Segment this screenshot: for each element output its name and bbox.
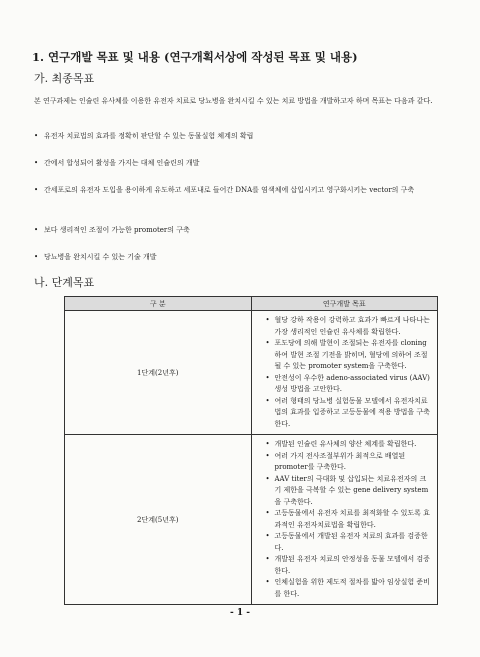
stage-goal-item: • 개발된 유전자 치료의 안정성을 동물 모델에서 검증한다. bbox=[266, 554, 432, 577]
final-goal-item: • 보다 생리적인 조절이 가능한 promoter의 구축 bbox=[34, 224, 452, 237]
stage-goal-item: • 개발된 인슐린 유사체의 양산 체계를 확립한다. bbox=[266, 439, 432, 451]
final-goal-intro: 본 연구과제는 인슐린 유사체를 이용한 유전자 치료로 당뇨병을 완치시킬 수 있는 치료 방법을 개발하고자 하며 목표는 다음과 같다. bbox=[34, 97, 433, 105]
table-header-row bbox=[65, 297, 438, 311]
table-row bbox=[65, 435, 438, 605]
stage-goal-table bbox=[64, 296, 438, 605]
header-stage: 구 분 bbox=[65, 297, 252, 311]
section-title: 1. 연구개발 목표 및 내용 (연구개획서상에 작성된 목표 및 내용) bbox=[32, 50, 358, 64]
stage-label: 2단계(5년후) bbox=[65, 435, 252, 605]
stage-goals bbox=[251, 435, 438, 605]
final-goal-item: • 간세포로의 유전자 도입을 용이하게 유도하고 세포내로 들어간 DNA를 염색체에 삽입시키고 영구화시키는 vector의 구축 bbox=[34, 184, 452, 197]
bullet-icon: • bbox=[34, 159, 39, 167]
stage-goal-item: • 안전성이 우수한 adeno-associated virus (AAV) 생성 방법을 고안한다. bbox=[266, 373, 432, 396]
table-row bbox=[65, 311, 438, 435]
final-goal-heading: 가. 최종목표 bbox=[34, 72, 95, 85]
header-goal: 연구개발 목표 bbox=[251, 297, 438, 311]
stage-goal-item: • 고등동물에서 유전자 치료를 최적화할 수 있도록 효과적인 유전자치료법을 확립한다. bbox=[266, 508, 432, 531]
stage-goal-item: • 고등동물에서 개발된 유전자 치료의 효과를 검증한다. bbox=[266, 531, 432, 554]
stage-goal-heading: 나. 단계목표 bbox=[34, 276, 95, 289]
final-goal-item: • 간에서 합성되어 활성을 가지는 대체 인슐린의 개발 bbox=[34, 157, 452, 170]
stage-goal-item: • 혈당 강하 작용이 강력하고 효과가 빠르게 나타나는 가장 생리적인 인슐린 유사체를 확립한다. bbox=[266, 315, 432, 338]
stage-goal-item: • AAV titer의 극대화 및 삽입되는 치료유전자의 크기 제한을 극복할 수 있는 gene delivery system을 구축한다. bbox=[266, 474, 432, 509]
bullet-icon: • bbox=[34, 186, 39, 194]
stage-goal-item: • 여러 가지 전사조절부위가 최적으로 배열된 promoter를 구축한다. bbox=[266, 451, 432, 474]
stage-goal-item: • 인체실험을 위한 제도적 절차를 밟아 임상실험 준비를 한다. bbox=[266, 577, 432, 600]
stage-goals bbox=[251, 311, 438, 435]
stage-goal-item: • 여러 형태의 당뇨병 실험동물 모델에서 유전자치료법의 효과를 입증하고 고등동물에 적용 방법을 구축한다. bbox=[266, 396, 432, 431]
stage-goal-item: • 포도당에 의해 발현이 조절되는 유전자를 cloning하여 발현 조절 기전을 밝히며, 혈당에 의하여 조절될 수 있는 promoter system을 구축한다. bbox=[266, 338, 432, 373]
page-number: - 1 - bbox=[230, 608, 250, 618]
bullet-icon: • bbox=[34, 253, 39, 261]
stage-label: 1단계(2년후) bbox=[65, 311, 252, 435]
bullet-icon: • bbox=[34, 132, 39, 140]
bullet-icon: • bbox=[34, 226, 39, 234]
final-goal-item: • 유전자 치료법의 효과를 정확히 판단할 수 있는 동물실험 체계의 확립 bbox=[34, 130, 452, 143]
final-goal-item: • 당뇨병을 완치시킬 수 있는 기술 개발 bbox=[34, 251, 452, 264]
